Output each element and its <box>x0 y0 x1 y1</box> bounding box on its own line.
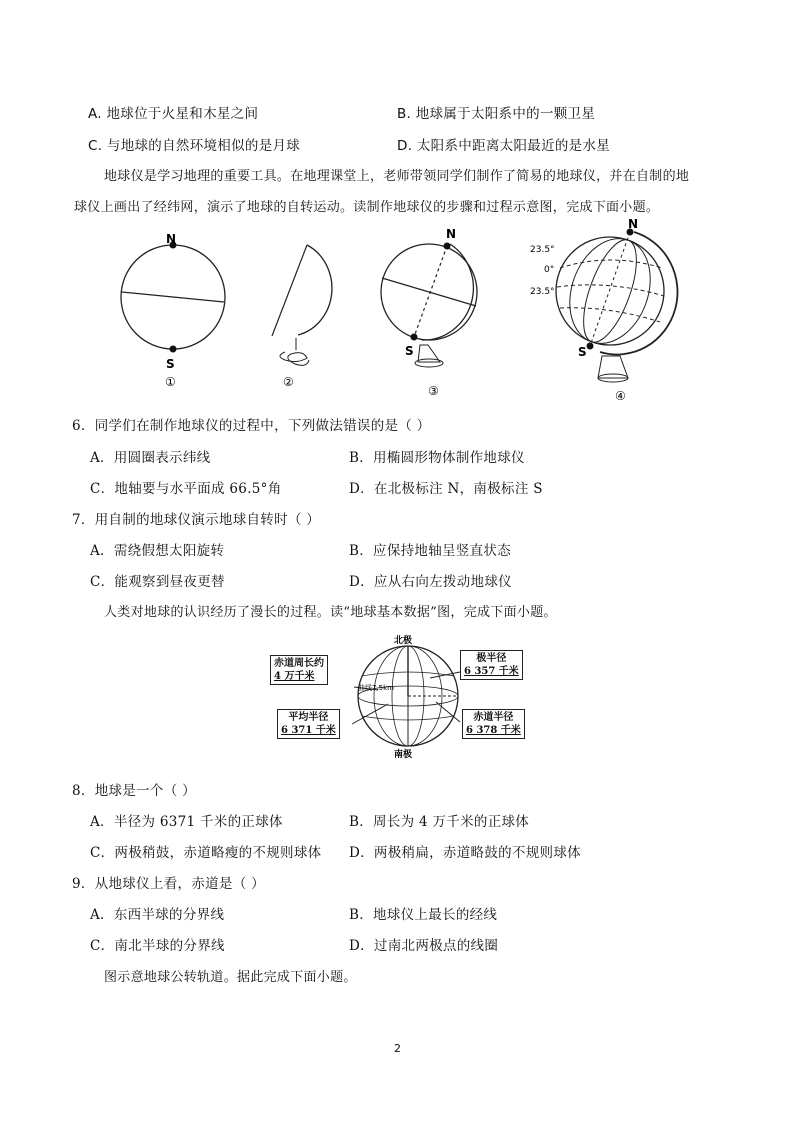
north-pole-label: 北极 <box>394 636 413 646</box>
equatorial-radius-value: 6 378 千米 <box>466 725 521 736</box>
polar-radius-box <box>460 650 523 680</box>
q7-option-d: D．应从右向左拨动地球仪 <box>349 574 512 590</box>
equator-circumference-value: 4 万千米 <box>274 671 315 682</box>
equator-circumference-label: 赤道周长约 <box>274 658 324 669</box>
q8-stem: 8．地球是一个（ ） <box>72 783 196 799</box>
q6-option-b: B．用椭圆形物体制作地球仪 <box>349 450 525 466</box>
intro-paragraph-3: 图示意地球公转轨道。据此完成下面小题。 <box>104 970 357 985</box>
step-3-south-label: S <box>405 344 414 358</box>
q7-option-b: B．应保持地轴呈竖直状态 <box>349 543 512 559</box>
q8-option-d: D．两极稍扁，赤道略鼓的不规则球体 <box>349 845 581 861</box>
step-1-number: ① <box>165 375 176 389</box>
step-4-lat-tropic-north: 23.5° <box>530 245 555 255</box>
step-1-circle <box>121 232 225 389</box>
q9-option-c: C．南北半球的分界线 <box>90 938 225 954</box>
q9-stem: 9．从地球仪上看，赤道是（ ） <box>72 876 265 892</box>
south-pole-label: 南极 <box>394 750 413 760</box>
step-1-south-label: S <box>166 357 175 371</box>
step-4-south-label: S <box>578 345 587 359</box>
q7-option-c: C．能观察到昼夜更替 <box>90 574 225 590</box>
step-3-number: ③ <box>428 384 439 398</box>
q6-stem: 6．同学们在制作地球仪的过程中，下列做法错误的是（ ） <box>72 418 431 434</box>
mean-radius-label: 平均半径 <box>288 712 329 723</box>
step-1-north-label: N <box>166 232 177 246</box>
step-4-lat-equator: 0° <box>544 265 555 275</box>
polar-radius-value: 6 357 千米 <box>464 666 519 677</box>
q8-option-a: A．半径为 6371 千米的正球体 <box>90 814 283 830</box>
intro-paragraph-line-1: 地球仪是学习地理的重要工具。在地理课堂上，老师带领同学们制作了简易的地球仪，并在自制的地 <box>104 169 690 184</box>
q5-option-a: A. 地球位于火星和木星之间 <box>88 106 259 122</box>
mean-radius-box <box>277 709 340 739</box>
intro-paragraph-line-2: 球仪上画出了经纬网，演示了地球的自转运动。读制作地球仪的步骤和过程示意图，完成下面小题。 <box>74 200 660 215</box>
q7-stem: 7．用自制的地球仪演示地球自转时（ ） <box>72 512 321 528</box>
q9-option-d: D．过南北两极点的线圈 <box>349 938 499 954</box>
polar-radius-label: 极半径 <box>476 653 507 664</box>
step-4-north-label: N <box>628 217 639 231</box>
step-4-number: ④ <box>615 389 626 403</box>
equatorial-radius-label: 赤道半径 <box>473 712 514 723</box>
step-2-half-sphere <box>272 245 332 389</box>
q9-option-b: B．地球仪上最长的经线 <box>349 907 498 923</box>
page-number: 2 <box>394 1042 401 1055</box>
inner-curve-text: 曲线7.5km <box>358 684 395 692</box>
mean-radius-value: 6 371 千米 <box>281 725 336 736</box>
q8-option-c: C．两极稍鼓，赤道略瘦的不规则球体 <box>90 845 322 861</box>
globe-making-figure <box>0 217 794 405</box>
q6-option-a: A．用圆圈表示纬线 <box>90 450 211 466</box>
step-4-lat-tropic-south: 23.5° <box>530 287 555 297</box>
step-3-north-label: N <box>446 227 457 241</box>
q7-option-a: A．需绕假想太阳旋转 <box>90 543 225 559</box>
equatorial-radius-box <box>462 709 525 739</box>
equator-circumference-box <box>270 655 328 685</box>
step-2-number: ② <box>283 375 294 389</box>
step-4-finished-globe <box>530 217 677 403</box>
step-3-globe-with-axis <box>381 227 477 398</box>
q6-option-c: C．地轴要与水平面成 66.5°角 <box>90 481 282 497</box>
q8-option-b: B．周长为 4 万千米的正球体 <box>349 814 530 830</box>
q9-option-a: A．东西半球的分界线 <box>90 907 225 923</box>
q5-option-c: C. 与地球的自然环境相似的是月球 <box>88 138 301 154</box>
intro-paragraph-2: 人类对地球的认识经历了漫长的过程。读“地球基本数据”图，完成下面小题。 <box>104 605 557 620</box>
q5-option-b: B. 地球属于太阳系中的一颗卫星 <box>397 106 596 122</box>
q5-option-d: D. 太阳系中距离太阳最近的是水星 <box>397 138 611 154</box>
q6-option-d: D．在北极标注 N，南极标注 S <box>349 481 543 497</box>
